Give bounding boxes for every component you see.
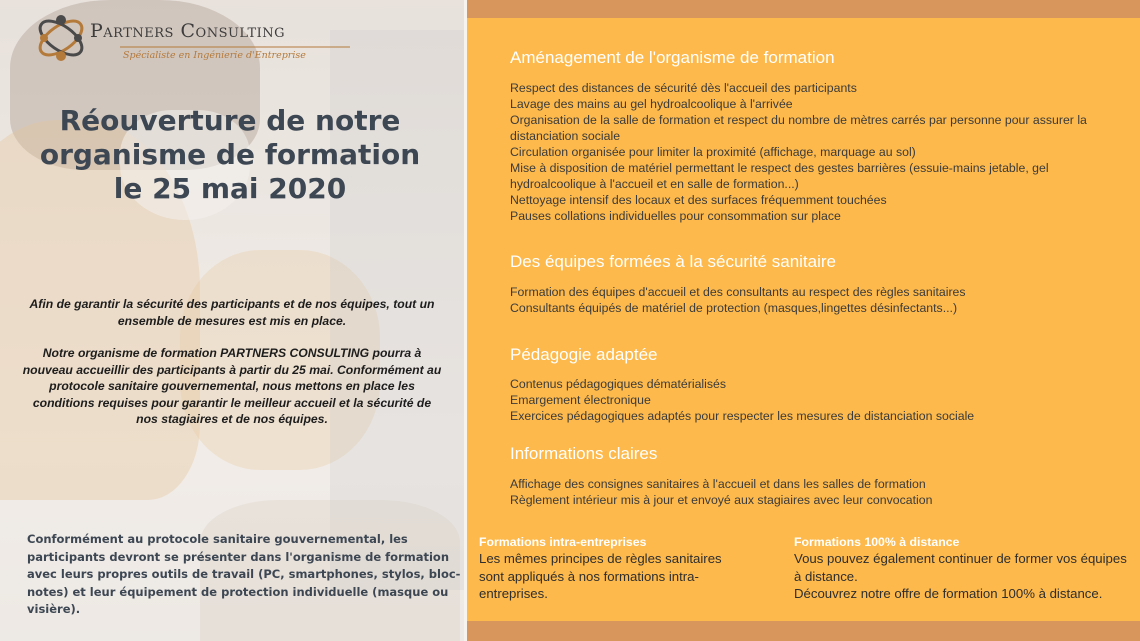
list-item: Mise à disposition de matériel permettant le respect des gestes barrières (essuie-mains jetable, gel hydroalcoolique à l'accueil et en salle de formation...) <box>510 161 1049 191</box>
title-line-1: Réouverture de notre <box>59 104 401 137</box>
logo-underline <box>120 45 350 49</box>
list-item: Emargement électronique <box>510 393 651 407</box>
list-item: Respect des distances de sécurité dès l'accueil des participants <box>510 81 857 95</box>
brand-logo <box>30 8 330 68</box>
equipment-notice: Conformément au protocole sanitaire gouvernemental, les participants devront se présenter dans l'organisme de formation avec leurs propres outils de travail (PC, smartphones, stylos, bloc-notes) et leur équipement de protection individuelle (masque ou visière). <box>27 532 461 616</box>
intro-paragraph-1: Afin de garantir la sécurité des participants et de nos équipes, tout un ensemble de mesures est mis en place. <box>29 297 435 328</box>
list-item: Contenus pédagogiques dématérialisés <box>510 377 727 391</box>
footer-distance-text-1: Vous pouvez également continuer de former vos équipes à distance. <box>794 551 1127 584</box>
title-line-3: le 25 mai 2020 <box>113 172 347 205</box>
right-panel <box>467 0 1140 641</box>
list-item: Lavage des mains au gel hydroalcoolique à l'arrivée <box>510 97 793 111</box>
footer-intra-title: Formations intra-entreprises <box>479 535 647 549</box>
section-list-pedagogie <box>510 376 1110 424</box>
section-title-informations: Informations claires <box>510 444 658 463</box>
list-item: Nettoyage intensif des locaux et des surfaces fréquemment touchées <box>510 193 887 207</box>
intro-text <box>22 296 442 428</box>
measures-card <box>467 18 1140 621</box>
footer-intra <box>479 534 749 603</box>
section-title-amenagement: Aménagement de l'organisme de formation <box>510 48 835 67</box>
intro-paragraph-2: Notre organisme de formation PARTNERS CONSULTING pourra à nouveau accueillir des participants à partir du 25 mai. Conformément au protocole sanitaire gouvernemental, nous mettons en place les conditions requises pour garantir le meilleur accueil et la sécurité de nos stagiaires et de nos équipes. <box>22 346 442 426</box>
list-item: Affichage des consignes sanitaires à l'accueil et dans les salles de formation <box>510 477 926 491</box>
footer-distance <box>794 534 1134 603</box>
brand-tagline: Spécialiste en Ingénierie d'Entreprise <box>123 50 306 61</box>
list-item: Consultants équipés de matériel de protection (masques,lingettes désinfectants...) <box>510 301 958 315</box>
footer-distance-text-2: Découvrez notre offre de formation 100% à distance. <box>794 586 1103 601</box>
section-list-amenagement <box>510 80 1110 224</box>
section-list-equipes <box>510 284 1110 316</box>
page-title <box>20 104 440 206</box>
footer-distance-title: Formations 100% à distance <box>794 535 960 549</box>
list-item: Règlement intérieur mis à jour et envoyé aux stagiaires avec leur convocation <box>510 493 933 507</box>
section-title-equipes: Des équipes formées à la sécurité sanitaire <box>510 252 836 271</box>
list-item: Organisation de la salle de formation et respect du nombre de mètres carrés par personne pour assurer la distanciation sociale <box>510 113 1087 143</box>
title-line-2: organisme de formation <box>39 138 421 171</box>
list-item: Exercices pédagogiques adaptés pour respecter les mesures de distanciation sociale <box>510 409 975 423</box>
partners-logo-icon <box>32 10 90 66</box>
section-title-pedagogie: Pédagogie adaptée <box>510 345 658 364</box>
footer-intra-text: Les mêmes principes de règles sanitaires sont appliqués à nos formations intra-entreprises. <box>479 551 722 601</box>
list-item: Formation des équipes d'accueil et des consultants au respect des règles sanitaires <box>510 285 966 299</box>
brand-name: Partners Consulting <box>90 20 286 42</box>
list-item: Pauses collations individuelles pour consommation sur place <box>510 209 841 223</box>
left-panel <box>0 0 466 641</box>
section-list-informations <box>510 476 1110 508</box>
list-item: Circulation organisée pour limiter la proximité (affichage, marquage au sol) <box>510 145 916 159</box>
